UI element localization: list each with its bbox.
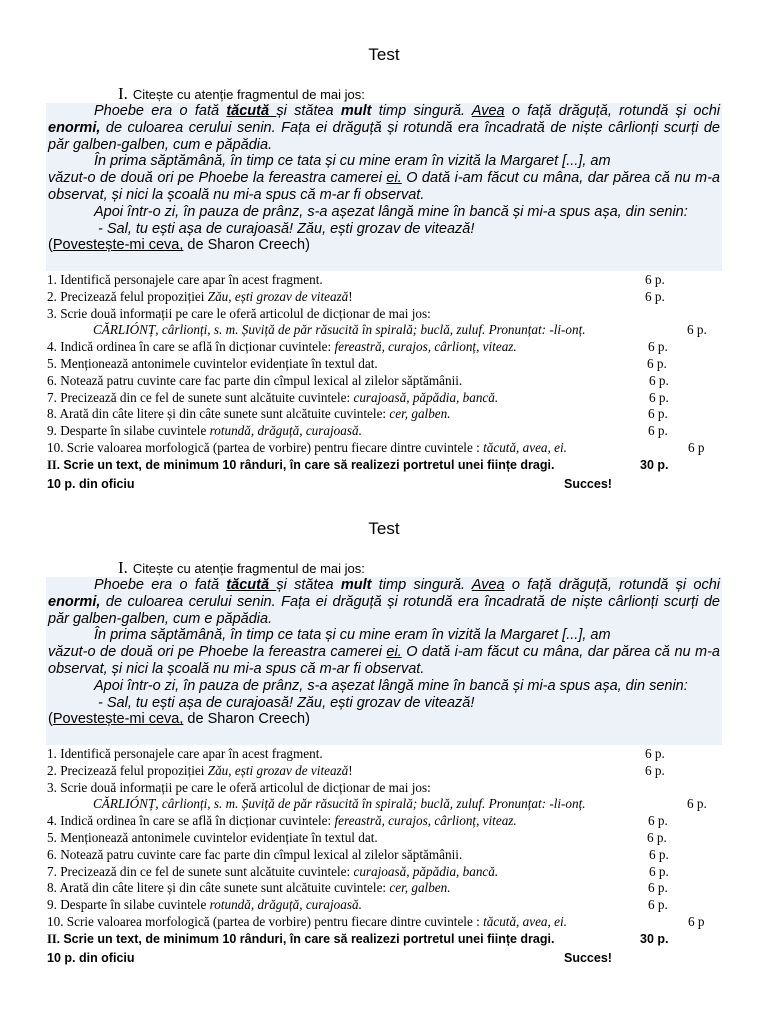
fragment-dialog: - Sal, tu ești așa de curajoasă! Zău, ești grozav de vitează! <box>98 220 475 237</box>
question-points: 6 p. <box>645 762 665 778</box>
question-9: 9. Desparte în silabe cuvintele rotundă, drăguță, curajoasă. 6 p. <box>47 423 668 439</box>
question-points: 6 p. <box>649 372 669 388</box>
dictionary-entry: CĂRLIÓNȚ, cârlionți, s. m. Șuviță de păr răsucită în spirală; buclă, zuluf. Pronunțat: -li-onț. 6 p. <box>93 322 707 338</box>
footer-bonus: 10 p. din oficiu <box>47 950 135 965</box>
fragment-paragraph-1: Phoebe era o fată tăcută și stătea mult timp singură. Avea o față drăguță, rotundă și ochi enormi, de culoarea cerului senin. Fața ei drăguță și rotundă era încadrată de niște cârlionți scurți de păr galben-galben, cum e păpădia. <box>48 103 720 153</box>
question-points: 6 p. <box>648 339 668 355</box>
fragment-paragraph-2b: văzut-o de două ori pe Phoebe la fereastra camerei ei. O dată i-am făcut cu mâna, dar părea că nu m-a observat, și nici la școală nu mi-a spus că m-ar fi observat. <box>48 170 720 203</box>
footer-bonus: 10 p. din oficiu <box>47 476 135 491</box>
highlighted-word: enormi, <box>48 593 101 610</box>
question-points: 6 p. <box>687 796 707 812</box>
test-title: Test <box>368 519 400 538</box>
part-2-task: II. Scrie un text, de minimum 10 rânduri, în care să realizezi portretul unei ființe dragi. 30 p. <box>47 931 669 946</box>
fragment-paragraph-3: Apoi într-o zi, în pauza de prânz, s-a așezat lângă mine în bancă și mi-a spus așa, din senin: <box>94 677 688 694</box>
question-points: 6 p. <box>647 355 667 371</box>
question-points: 6 p. <box>687 322 707 338</box>
footer <box>47 950 737 967</box>
question-points: 6 p. <box>649 846 669 862</box>
highlighted-word: enormi, <box>48 119 101 136</box>
instruction-text: Citește cu atenție fragmentul de mai jos: <box>132 561 365 576</box>
part-2-task: II. Scrie un text, de minimum 10 rânduri, în care să realizezi portretul unei ființe dragi. 30 p. <box>47 457 669 472</box>
question-points: 6 p. <box>647 829 667 845</box>
question-7: 7. Precizează din ce fel de sunete sunt alcătuite cuvintele: curajoasă, păpădia, bancă. 6 p. <box>47 389 669 405</box>
question-3: 3. Scrie două informații pe care le oferă articolul de dicționar de mai jos: <box>47 305 431 321</box>
question-4: 4. Indică ordinea în care se află în dicționar cuvintele: fereastră, curajos, cârlionț, viteaz. 6 p. <box>47 339 668 355</box>
question-points: 6 p. <box>648 897 668 913</box>
question-points: 6 p <box>688 439 705 455</box>
question-6: 6. Notează patru cuvinte care fac parte din cîmpul lexical al zilelor săptămânii. 6 p. <box>47 846 669 862</box>
highlighted-word: mult <box>340 577 372 593</box>
instruction-number: I. <box>118 84 128 103</box>
question-list <box>47 272 737 492</box>
fragment-dialog: - Sal, tu ești așa de curajoasă! Zău, ești grozav de vitează! <box>98 694 475 711</box>
question-5: 5. Menționează antonimele cuvintelor evidențiate în textul dat. 6 p. <box>47 355 667 371</box>
footer-good-luck: Succes! <box>564 476 612 491</box>
question-points: 6 p. <box>648 880 668 896</box>
highlighted-word: ei. <box>386 170 402 187</box>
question-points: 6 p. <box>648 423 668 439</box>
footer-good-luck: Succes! <box>564 950 612 965</box>
question-7: 7. Precizează din ce fel de sunete sunt alcătuite cuvintele: curajoasă, păpădia, bancă. 6 p. <box>47 863 669 879</box>
question-points: 6 p. <box>648 813 668 829</box>
question-4: 4. Indică ordinea în care se află în dicționar cuvintele: fereastră, curajos, cârlionț, viteaz. 6 p. <box>47 813 668 829</box>
question-1: 1. Identifică personajele care apar în acest fragment. 6 p. <box>47 272 665 287</box>
question-5: 5. Menționează antonimele cuvintelor evidențiate în textul dat. 6 p. <box>47 829 667 845</box>
highlighted-word: tăcută <box>226 577 277 593</box>
fragment-paragraph-1: Phoebe era o fată tăcută și stătea mult timp singură. Avea o față drăguță, rotundă și ochi enormi, de culoarea cerului senin. Fața ei drăguță și rotundă era încadrată de niște cârlionți scurți de păr galben-galben, cum e păpădia. <box>48 577 720 627</box>
literary-fragment <box>46 577 722 745</box>
question-points: 6 p. <box>649 389 669 405</box>
question-3: 3. Scrie două informații pe care le oferă articolul de dicționar de mai jos: <box>47 779 431 795</box>
question-points: 6 p. <box>645 272 665 287</box>
dictionary-entry: CĂRLIÓNȚ, cârlionți, s. m. Șuviță de păr răsucită în spirală; buclă, zuluf. Pronunțat: -li-onț. 6 p. <box>93 796 707 812</box>
part-2-points: 30 p. <box>640 931 669 946</box>
question-1: 1. Identifică personajele care apar în acest fragment. 6 p. <box>47 746 665 761</box>
test-sheet-1 <box>0 0 768 490</box>
instruction <box>118 84 365 104</box>
question-10: 10. Scrie valoarea morfologică (partea de vorbire) pentru fiecare dintre cuvintele : tăcută, avea, ei. 6 p <box>47 439 705 455</box>
fragment-paragraph-2b: văzut-o de două ori pe Phoebe la fereastra camerei ei. O dată i-am făcut cu mâna, dar părea că nu m-a observat, și nici la școală nu mi-a spus că m-ar fi observat. <box>48 644 720 677</box>
part-2-points: 30 p. <box>640 457 669 472</box>
question-points: 6 p. <box>649 863 669 879</box>
test-title: Test <box>368 45 400 64</box>
highlighted-word: ei. <box>386 644 402 661</box>
question-10: 10. Scrie valoarea morfologică (partea de vorbire) pentru fiecare dintre cuvintele : tăcută, avea, ei. 6 p <box>47 913 705 929</box>
question-points: 6 p. <box>645 746 665 761</box>
question-8: 8. Arată din câte litere și din câte sunete sunt alcătuite cuvintele: cer, galben. 6 p. <box>47 406 668 422</box>
question-points: 6 p <box>688 913 705 929</box>
fragment-paragraph-3: Apoi într-o zi, în pauza de prânz, s-a așezat lângă mine în bancă și mi-a spus așa, din senin: <box>94 203 688 220</box>
instruction <box>118 558 365 578</box>
highlighted-word: mult <box>340 103 372 119</box>
question-2: 2. Precizează felul propoziției Zău, ești grozav de vitează! 6 p. <box>47 288 665 304</box>
question-points: 6 p. <box>645 288 665 304</box>
question-2: 2. Precizează felul propoziției Zău, ești grozav de vitează! 6 p. <box>47 762 665 778</box>
question-points: 6 p. <box>648 406 668 422</box>
instruction-number: I. <box>118 558 128 577</box>
fragment-paragraph-2a: În prima săptămână, în timp ce tata și cu mine eram în vizită la Margaret [...], am <box>94 627 611 644</box>
highlighted-word: Avea <box>471 577 505 593</box>
question-6: 6. Notează patru cuvinte care fac parte din cîmpul lexical al zilelor săptămânii. 6 p. <box>47 372 669 388</box>
highlighted-word: tăcută <box>226 103 277 119</box>
fragment-source: (Povestește-mi ceva, de Sharon Creech) <box>48 237 310 254</box>
question-9: 9. Desparte în silabe cuvintele rotundă, drăguță, curajoasă. 6 p. <box>47 897 668 913</box>
fragment-paragraph-2a: În prima săptămână, în timp ce tata și cu mine eram în vizită la Margaret [...], am <box>94 153 611 170</box>
question-8: 8. Arată din câte litere și din câte sunete sunt alcătuite cuvintele: cer, galben. 6 p. <box>47 880 668 896</box>
test-sheet-2 <box>0 474 768 964</box>
instruction-text: Citește cu atenție fragmentul de mai jos: <box>132 87 365 102</box>
fragment-source: (Povestește-mi ceva, de Sharon Creech) <box>48 711 310 728</box>
literary-fragment <box>46 103 722 271</box>
question-list <box>47 746 737 966</box>
highlighted-word: Avea <box>471 103 505 119</box>
